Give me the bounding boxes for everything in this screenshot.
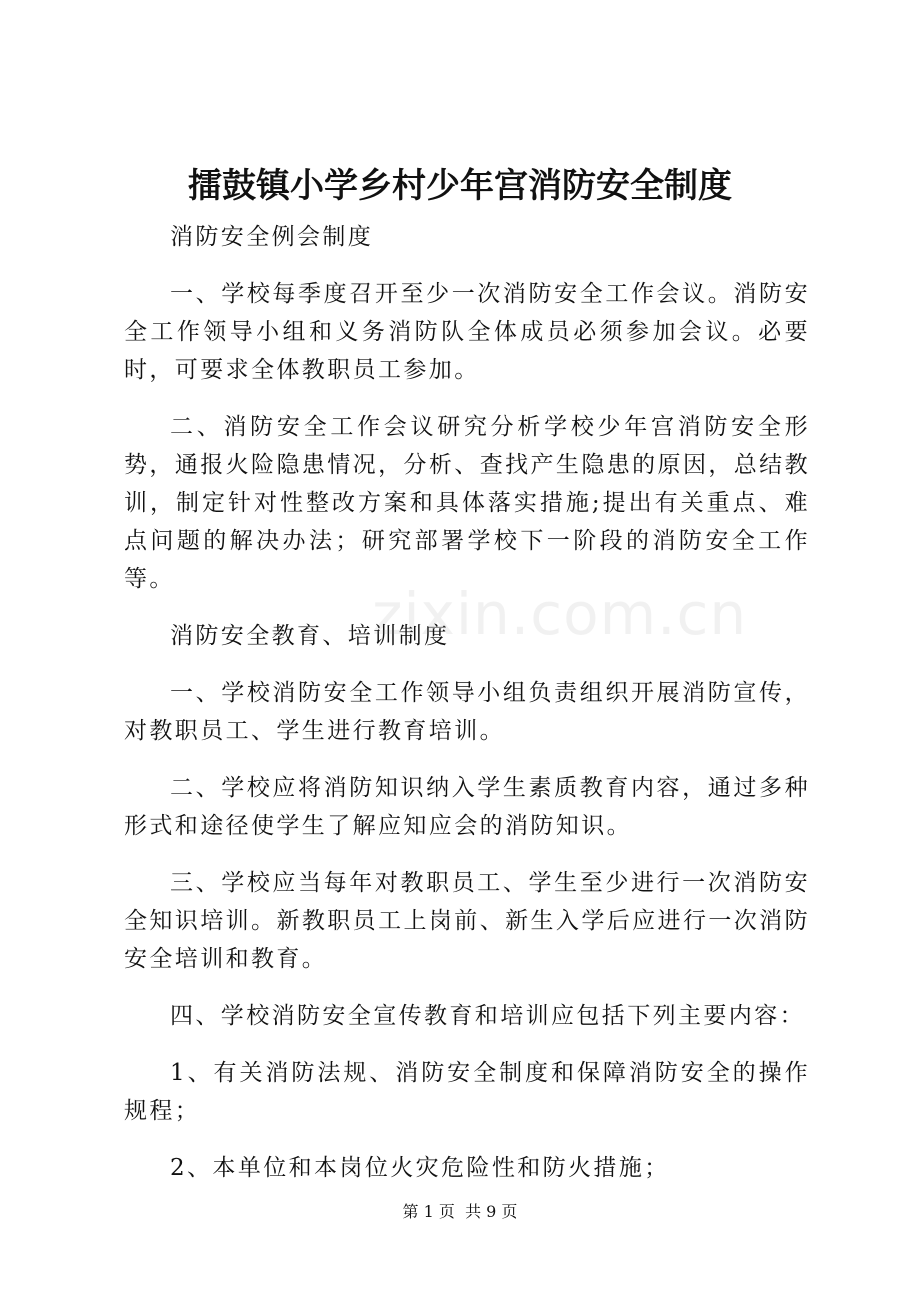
watermark: zixin.com.cn bbox=[372, 580, 748, 648]
page-number-label: 第 1 页 共 9 页 bbox=[402, 1202, 518, 1221]
section-heading: 消防安全教育、培训制度 bbox=[170, 623, 450, 649]
list-item: 2、本单位和本岗位火灾危险性和防火措施； bbox=[170, 1155, 670, 1181]
page-footer bbox=[0, 1200, 920, 1224]
paragraph: 一、学校每季度召开至少一次消防安全工作会议。消防安全工作领导小组和义务消防队全体成员必须参加会议。必要时，可要求全体教职员工参加。 bbox=[124, 281, 810, 383]
paragraph: 三、学校应当每年对教职员工、学生至少进行一次消防安全知识培训。新教职员工上岗前、新生入学后应进行一次消防安全培训和教育。 bbox=[124, 870, 810, 972]
list-item: 1、有关消防法规、消防安全制度和保障消防安全的操作规程； bbox=[124, 1060, 810, 1124]
document-title: 擂鼓镇小学乡村少年宫消防安全制度 bbox=[188, 166, 732, 206]
paragraph: 二、消防安全工作会议研究分析学校少年宫消防安全形势，通报火险隐患情况，分析、查找产生隐患的原因，总结教训，制定针对性整改方案和具体落实措施;提出有关重点、难点问题的解决办法；研究部署学校下一阶段的消防安全工作等。 bbox=[124, 414, 810, 592]
paragraph: 二、学校应将消防知识纳入学生素质教育内容，通过多种形式和途径使学生了解应知应会的消防知识。 bbox=[124, 775, 810, 839]
paragraph: 四、学校消防安全宣传教育和培训应包括下列主要内容： bbox=[170, 1003, 805, 1029]
paragraph: 一、学校消防安全工作领导小组负责组织开展消防宣传，对教职员工、学生进行教育培训。 bbox=[124, 680, 810, 744]
section-heading: 消防安全例会制度 bbox=[170, 224, 374, 250]
document-body bbox=[124, 218, 810, 1187]
